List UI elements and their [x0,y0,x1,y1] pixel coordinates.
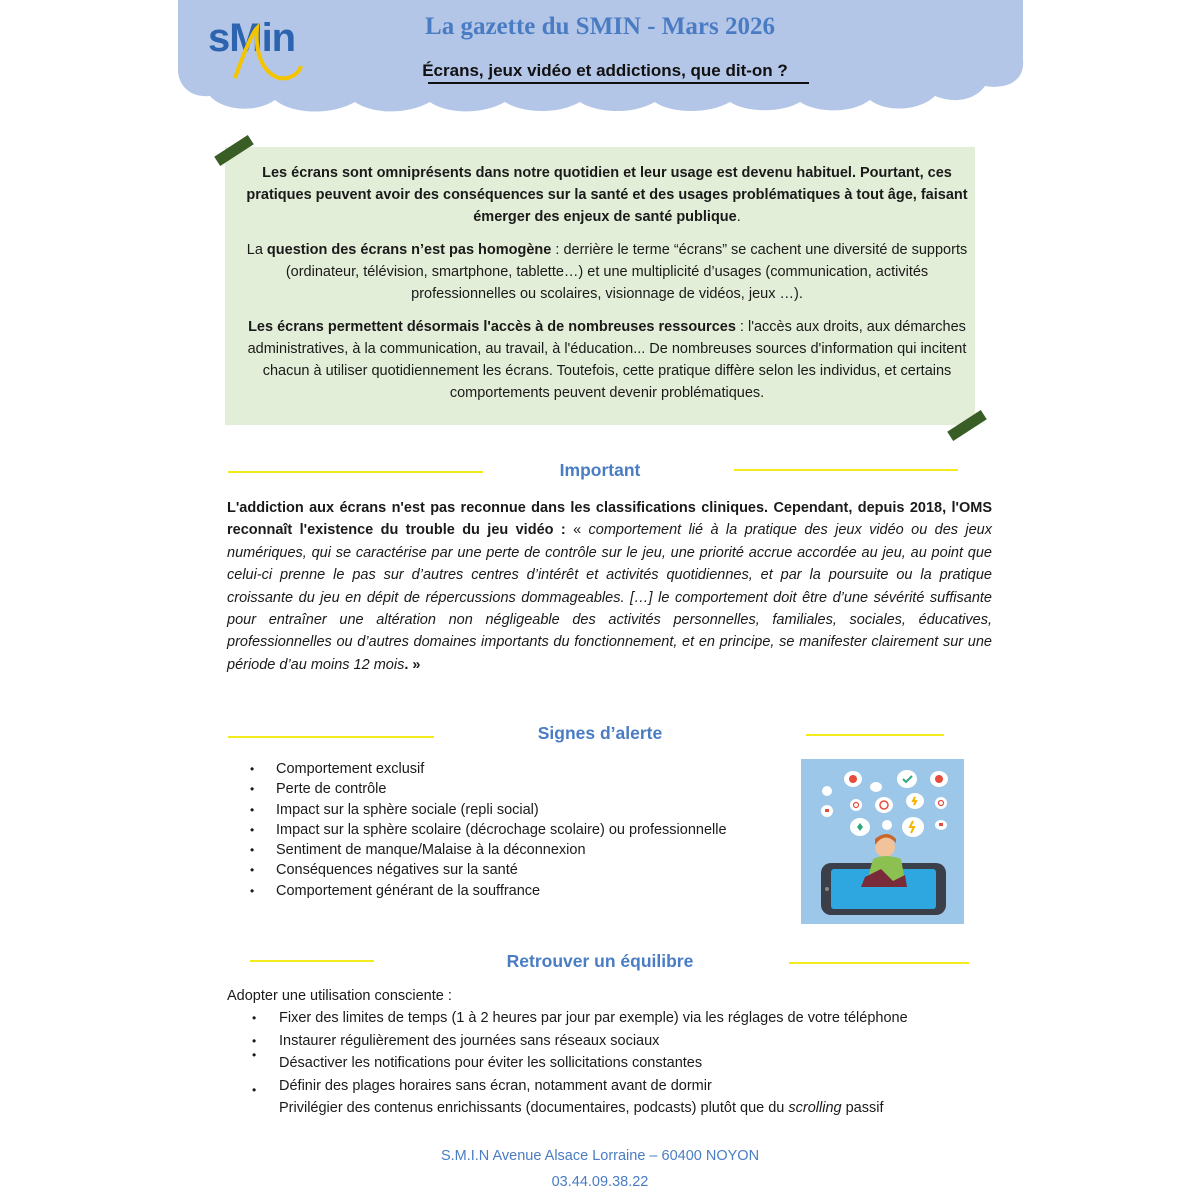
alert-list-item [250,881,790,901]
intro-p2-start: La [246,242,267,258]
balance-list-item: Fixer des limites de temps (1 à 2 heures par jour par exemple) via les réglages de votre téléphone [279,1010,908,1026]
alert-item-text: Comportement exclusif [276,761,425,777]
balance-list-item: Instaurer régulièrement des journées sans réseaux sociaux [279,1033,660,1049]
alert-list-item [250,820,790,840]
intro-paragraph-2 [238,239,976,305]
bullet-icon: • [252,1034,257,1048]
bullet-icon: • [250,802,255,817]
bullet-icon: • [252,1083,257,1097]
balance-last-item [279,1100,884,1116]
screen-addiction-illustration [801,759,964,924]
bullet-icon: • [252,1048,257,1062]
balance-last-item-italic: scrolling [788,1100,842,1116]
alert-list [250,759,790,901]
important-text [227,497,992,676]
intro-p3-bold: Les écrans permettent désormais l'accès à de nombreuses ressources [248,319,736,335]
bullet-icon: • [252,1011,257,1025]
intro-paragraph-3 [238,316,976,404]
bullet-icon: • [250,762,255,776]
subtitle-underline [428,82,809,84]
alert-list-item [250,800,790,820]
intro-p1-end: . [736,209,741,225]
alert-item-text: Perte de contrôle [276,781,387,798]
alert-item-text: Impact sur la sphère scolaire (décrochage scolaire) ou professionnelle [276,821,727,838]
important-bold: L'addiction aux écrans n'est pas reconnue dans les classifications cliniques. Cependant, depuis 2018, l'OMS reconnaît l'existence du trouble du jeu vidéo : [227,500,992,539]
intro-p2-rest: : derrière le terme “écrans” se cachent une diversité de supports (ordinateur, télévision, smartphone, tablette…) et une multiplicité d’usages (communication, activités professionnelles ou scolaires, visionnage de vidéos, jeux …). [285,242,968,302]
intro-p1-bold: Les écrans sont omniprésents dans notre quotidien et leur usage est devenu habituel. Pourtant, ces pratiques peuvent avoir des conséquences sur la santé et des usages problématiques à tout âge, faisant émerger des enjeux de santé publique [246,165,968,225]
bullet-icon: • [250,863,255,878]
logo: sMin [208,16,296,60]
important-close-quote: . » [404,656,421,673]
balance-last-item-end: passif [841,1100,884,1116]
alert-item-text: Comportement générant de la souffrance [276,882,541,899]
alert-list-item [250,860,790,880]
gazette-title: La gazette du SMIN - Mars 2026 [425,13,775,40]
bullet-icon: • [250,782,255,797]
balance-last-item-start: Privilégier des contenus enrichissants (documentaires, podcasts) plutôt que du [279,1100,789,1116]
balance-title: Retrouver un équilibre [506,951,694,971]
important-quote: comportement lié à la pratique des jeux vidéo ou des jeux numériques, qui se caractérise par une perte de contrôle sur le jeu, une priorité accrue accordée au jeu, au point que celui-ci prenne le pas sur d’autres centres d’intérêt et activités quotidiennes, et par la poursuite ou la pratique croissante du jeu en dépit de répercussions dommageables. […] le comportement doit être d’une sévérité suffisante pour entraîner une altération non négligeable des activités personnelles, familiales, sociales, éducatives, professionnelles ou d’autres domaines importants du fonctionnement, et en principe, se manifester clairement sur une période d’au moins 12 mois [227,522,992,673]
alert-list-item [250,840,790,860]
intro-p2-bold: question des écrans n’est pas homogène [266,242,552,258]
balance-list-item: Définir des plages horaires sans écran, notamment avant de dormir [279,1078,712,1094]
intro-p3-rest: : l'accès aux droits, aux démarches administratives, à la communication, au travail, à l'éducation... De nombreuses sources d'information qui incitent chacun à utiliser quotidiennement les écrans. Toutefois, cette pratique diffère selon les individus, et certains comportements peuvent devenir problématiques. [247,319,967,401]
alert-title: Signes d’alerte [537,723,663,743]
bullet-icon: • [250,883,255,898]
important-open-quote: « [565,522,589,539]
alert-list-item [250,779,790,799]
alert-item-text: Impact sur la sphère sociale (repli social) [276,801,539,818]
alert-item-text: Sentiment de manque/Malaise à la déconnexion [276,842,586,859]
balance-intro: Adopter une utilisation consciente : [227,988,452,1004]
bullet-icon: • [250,843,255,858]
footer-address: S.M.I.N Avenue Alsace Lorraine – 60400 NOYON [440,1148,760,1164]
alert-item-text: Conséquences négatives sur la santé [276,862,518,879]
alert-list-item [250,759,790,779]
important-title: Important [559,460,641,480]
intro-paragraph-1 [238,162,976,228]
article-subtitle: Écrans, jeux vidéo et addictions, que dit-on ? [422,61,788,80]
balance-list-item: Désactiver les notifications pour éviter les sollicitations constantes [279,1055,703,1071]
bullet-icon: • [250,822,255,837]
footer-phone: 03.44.09.38.22 [551,1174,649,1190]
